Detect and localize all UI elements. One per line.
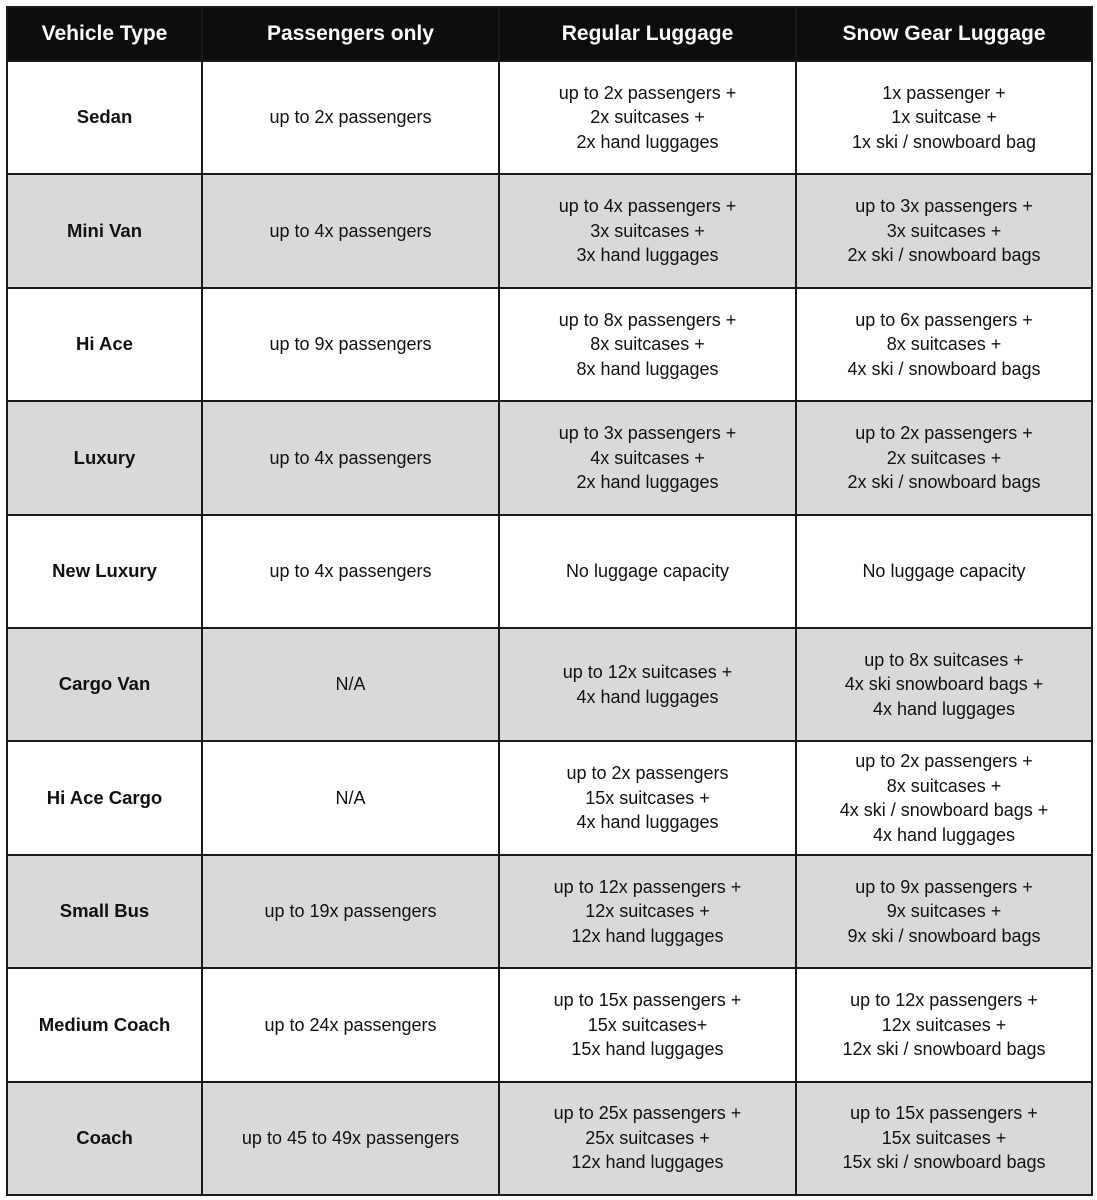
table-row xyxy=(7,174,1092,287)
vehicle-type-cell: Mini Van xyxy=(7,174,202,287)
cell-line: up to 8x passengers + xyxy=(558,309,737,330)
cell-line: 12x hand luggages xyxy=(571,925,724,946)
cell-line: up to 3x passengers + xyxy=(558,423,737,444)
cell-line: 4x ski snowboard bags + xyxy=(844,674,1044,695)
cell-line: 15x ski / snowboard bags xyxy=(842,1152,1046,1173)
regular-luggage-cell xyxy=(499,288,796,401)
table-row xyxy=(7,968,1092,1081)
cell-line: 9x suitcases + xyxy=(886,901,1002,922)
vehicle-type-cell: New Luxury xyxy=(7,515,202,628)
table-row xyxy=(7,61,1092,174)
header-vehicle-type: Vehicle Type xyxy=(7,7,202,61)
snow-gear-luggage-cell xyxy=(796,741,1092,854)
cell-line: up to 4x passengers + xyxy=(558,196,737,217)
vehicle-type-cell: Small Bus xyxy=(7,855,202,968)
passengers-only-cell: N/A xyxy=(202,741,499,854)
regular-luggage-cell xyxy=(499,61,796,174)
cell-line: 4x ski / snowboard bags + xyxy=(839,800,1049,821)
vehicle-type-cell: Hi Ace xyxy=(7,288,202,401)
cell-line: No luggage capacity xyxy=(862,561,1026,581)
vehicle-type-cell: Luxury xyxy=(7,401,202,514)
cell-line: up to 12x suitcases + xyxy=(562,662,733,683)
cell-line: 2x ski / snowboard bags xyxy=(847,245,1041,266)
regular-luggage-cell xyxy=(499,968,796,1081)
passengers-only-cell: N/A xyxy=(202,628,499,741)
header-row xyxy=(7,7,1092,61)
cell-line: 3x suitcases + xyxy=(590,220,705,241)
regular-luggage-cell xyxy=(499,174,796,287)
cell-line: 2x hand luggages xyxy=(576,131,719,152)
cell-line: up to 8x suitcases + xyxy=(864,649,1024,670)
header-snow-gear-luggage: Snow Gear Luggage xyxy=(796,7,1092,61)
cell-line: up to 2x passengers xyxy=(566,763,729,784)
passengers-only-cell: up to 2x passengers xyxy=(202,61,499,174)
cell-line: 8x suitcases + xyxy=(886,775,1002,796)
cell-line: 12x ski / snowboard bags xyxy=(842,1039,1046,1060)
cell-line: up to 3x passengers + xyxy=(855,196,1033,217)
regular-luggage-cell xyxy=(499,628,796,741)
table-row xyxy=(7,741,1092,854)
regular-luggage-cell xyxy=(499,1082,796,1195)
cell-line: 8x suitcases + xyxy=(886,334,1002,355)
cell-line: 15x suitcases + xyxy=(585,787,710,808)
cell-line: No luggage capacity xyxy=(565,561,730,581)
header-passengers-only: Passengers only xyxy=(202,7,499,61)
cell-line: up to 12x passengers + xyxy=(553,876,742,897)
cell-line: 4x hand luggages xyxy=(576,812,719,833)
snow-gear-luggage-cell xyxy=(796,515,1092,628)
cell-line: 9x ski / snowboard bags xyxy=(847,925,1041,946)
vehicle-type-cell: Sedan xyxy=(7,61,202,174)
cell-line: 1x suitcase + xyxy=(891,107,997,128)
table-row xyxy=(7,1082,1092,1195)
cell-line: 2x hand luggages xyxy=(576,472,719,493)
regular-luggage-cell xyxy=(499,515,796,628)
cell-line: up to 2x passengers + xyxy=(855,423,1033,444)
snow-gear-luggage-cell xyxy=(796,288,1092,401)
header-regular-luggage: Regular Luggage xyxy=(499,7,796,61)
cell-line: 4x suitcases + xyxy=(590,447,705,468)
cell-line: up to 12x passengers + xyxy=(850,990,1038,1011)
table-row xyxy=(7,855,1092,968)
table-row xyxy=(7,628,1092,741)
table-body xyxy=(7,61,1092,1195)
cell-line: up to 2x passengers + xyxy=(855,751,1033,772)
cell-line: 3x hand luggages xyxy=(576,245,719,266)
passengers-only-cell: up to 24x passengers xyxy=(202,968,499,1081)
cell-line: 2x suitcases + xyxy=(886,447,1002,468)
cell-line: up to 6x passengers + xyxy=(855,309,1033,330)
regular-luggage-cell xyxy=(499,401,796,514)
table-header xyxy=(7,7,1092,61)
cell-line: 2x ski / snowboard bags xyxy=(847,472,1041,493)
cell-line: 15x hand luggages xyxy=(571,1039,724,1060)
passengers-only-cell: up to 19x passengers xyxy=(202,855,499,968)
cell-line: 8x hand luggages xyxy=(576,358,719,379)
passengers-only-cell: up to 9x passengers xyxy=(202,288,499,401)
cell-line: 15x suitcases+ xyxy=(587,1014,708,1035)
cell-line: up to 15x passengers + xyxy=(850,1103,1038,1124)
cell-line: 3x suitcases + xyxy=(886,220,1002,241)
table-row xyxy=(7,401,1092,514)
vehicle-type-cell: Hi Ace Cargo xyxy=(7,741,202,854)
cell-line: 4x hand luggages xyxy=(872,824,1016,845)
cell-line: 4x hand luggages xyxy=(576,686,719,707)
cell-line: 1x passenger + xyxy=(882,82,1006,103)
cell-line: 15x suitcases + xyxy=(881,1127,1007,1148)
snow-gear-luggage-cell xyxy=(796,628,1092,741)
cell-line: 2x suitcases + xyxy=(590,107,705,128)
regular-luggage-cell xyxy=(499,855,796,968)
vehicle-type-cell: Coach xyxy=(7,1082,202,1195)
cell-line: up to 2x passengers + xyxy=(558,82,737,103)
snow-gear-luggage-cell xyxy=(796,855,1092,968)
vehicle-type-cell: Cargo Van xyxy=(7,628,202,741)
cell-line: up to 9x passengers + xyxy=(855,876,1033,897)
cell-line: 4x hand luggages xyxy=(872,698,1016,719)
cell-line: up to 15x passengers + xyxy=(553,990,742,1011)
cell-line: 12x hand luggages xyxy=(571,1152,724,1173)
cell-line: up to 25x passengers + xyxy=(553,1103,742,1124)
snow-gear-luggage-cell xyxy=(796,61,1092,174)
snow-gear-luggage-cell xyxy=(796,401,1092,514)
table-row xyxy=(7,515,1092,628)
cell-line: 12x suitcases + xyxy=(585,901,710,922)
passengers-only-cell: up to 4x passengers xyxy=(202,401,499,514)
passengers-only-cell: up to 4x passengers xyxy=(202,174,499,287)
vehicle-type-cell: Medium Coach xyxy=(7,968,202,1081)
snow-gear-luggage-cell xyxy=(796,968,1092,1081)
vehicle-capacity-table xyxy=(6,6,1093,1196)
table-row xyxy=(7,288,1092,401)
cell-line: 12x suitcases + xyxy=(881,1014,1007,1035)
cell-line: 8x suitcases + xyxy=(590,334,705,355)
snow-gear-luggage-cell xyxy=(796,1082,1092,1195)
snow-gear-luggage-cell xyxy=(796,174,1092,287)
cell-line: 1x ski / snowboard bag xyxy=(851,131,1037,152)
regular-luggage-cell xyxy=(499,741,796,854)
passengers-only-cell: up to 4x passengers xyxy=(202,515,499,628)
cell-line: 4x ski / snowboard bags xyxy=(847,358,1041,379)
cell-line: 25x suitcases + xyxy=(585,1127,710,1148)
passengers-only-cell: up to 45 to 49x passengers xyxy=(202,1082,499,1195)
